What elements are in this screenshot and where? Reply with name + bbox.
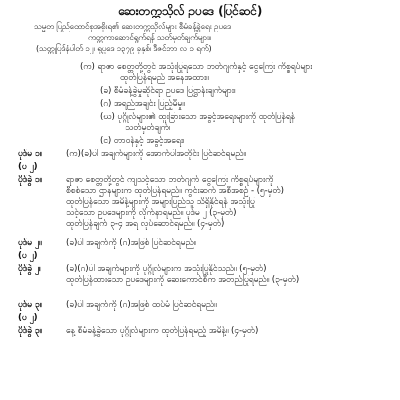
item-b: (ခ) စီမံခန့်ခွဲမှုဆိုင်ရာ ဥပဒေ ပြဋ္ဌာန်းချက်များ။ <box>100 86 237 96</box>
item-d: (ဃ) ပုဂ္ဂိုလ်များ၏ ထူးခြားသော အခွင့်အရေးများကို ထုတ်ပြန်ရန် <box>100 112 296 122</box>
amendment-marker: (ပ ၂) <box>18 313 38 323</box>
section-3-label: ပုဒ်မ ၃။ <box>18 300 43 310</box>
subsection-1-line-4: သင့်သော ဥပဒေများကို လိုက်နာရမည်။ ပုဒ်မ ၂ (၃-မှတ်) <box>66 208 237 218</box>
subsection-3-label: ပိုဒ်ခွဲ ၃။ <box>18 326 43 336</box>
item-e: (င) တာဝန်နှင့် အခွင့်အရေး။ <box>100 136 186 146</box>
subsection-2-line-2: ထုတ်ပြန်ထားသော ဥပဒေများကို ဆေးကောင်စီက အတည်ပြုရမည်။ (၃-မှတ်) <box>66 275 300 285</box>
section-3-line-1: (ခ)ပါ အချက်ကို (ဂ)အဖြစ် ထပ်မံ ပြင်ဆင်ရမည်။ <box>66 300 217 310</box>
preamble-line-2: ကတ္တကာဆောင်ရွက်ရန် သတ်မှတ်ချက်များ။ <box>88 33 212 42</box>
item-d-continued: သတ်မှတ်ချက်။ <box>125 123 172 133</box>
subsection-1-line-2: စီစစ်သော ဌာနများက ထုတ်ပြန်ရမည်။ ကွင်းဆက် အစီအစဉ် - (၅-မှတ်) <box>66 186 284 196</box>
subsection-1-line-1: ရာဇာ စေတ္တတို့တွင် ကျသင့်သော ဘတ်ဂျက် ငွေကြေး ကိစ္စရပ်များကို <box>66 175 274 185</box>
section-2-line-1: (ခ)ပါ အချက်ကို (ဂ)အဖြစ် ပြင်ဆင်ရမည်။ <box>66 238 197 248</box>
subsection-2-line-1: (ခ)(ဂ)ပါ အချက်များကို ပုဂ္ဂိုလ်များက အသုံးပြုနိုင်သည်။ (၅-မှတ်) <box>66 264 267 274</box>
subsection-2-label: ပိုဒ်ခွဲ ၂။ <box>18 264 42 274</box>
item-a-continued: ထုတ်ပြန်ရမည် အနေအထား။ <box>120 73 209 83</box>
preamble-line-1: သမ္မတ ပြည်ထောင်စုအစိုးရ၏ ဆေးတက္ကသိုလ်များ စီမံခန့်ခွဲရေး ဥပဒေ <box>34 22 231 31</box>
document-title: ဆေးတက္ကသိုလ် ဥပဒေ (ပြင်ဆင်) <box>118 4 263 18</box>
subsection-1-label: ပိုဒ်ခွဲ ၁။ <box>18 175 43 185</box>
subsection-1-line-3: ထုတ်ပြန်သော အမိန့်များကို အများပြည်သူ သိရှိနိုင်ရန် အသုံးပြု <box>66 197 255 207</box>
subsection-3-line-1: နေ့ စီမံခန့်ခွဲသော ပုဂ္ဂိုလ်များက ထုတ်ပြန်ရမည့် အမိန့်။ (၄-မှတ်) <box>66 326 259 336</box>
item-a: (က) ရာဇာ စေတ္တတို့တွင် အသုံးပြုရသော ဘတ်ဂျက်နှင့် ငွေကြေး ကိစ္စရပ်များ <box>80 62 313 72</box>
preamble-line-3: (သတ္တုပြဒ်နံပါတ် ၁၂၊ ရုပ္ပဒေ ၁၃၇၉ ခုနှစ်၊ ဒီဇင်ဘာ လ ၁ ရက်) <box>36 44 212 53</box>
amendment-marker: (ပ ၂) <box>18 162 38 172</box>
section-2-label: ပုဒ်မ ၂။ <box>18 238 42 248</box>
subsection-1-line-5: ထုတ်ပြန်ချက် ၃-၄ အရ လုပ်ဆောင်ရမည်။ (၄-မှတ်) <box>66 219 225 229</box>
item-c: (ဂ) အရည်အချင်း ပြည့်မီမှု။ <box>100 99 185 109</box>
amendment-marker: (ပ ၂) <box>18 251 38 261</box>
section-1-line-1: (က)(ခ)ပါ အချက်များကို အောက်ပါအတိုင်း ပြင်ဆင်ရမည်။ <box>66 149 246 159</box>
section-1-label: ပုဒ်မ ၁။ <box>18 149 43 159</box>
